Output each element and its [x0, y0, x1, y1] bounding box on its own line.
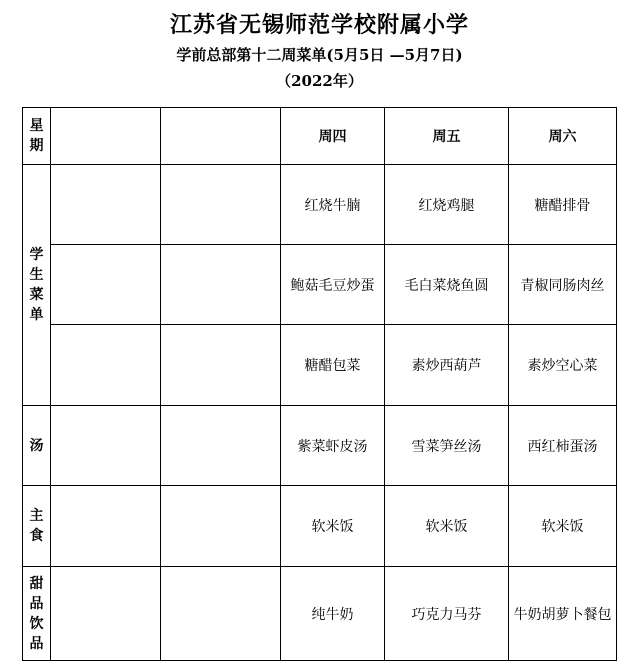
table-row — [23, 325, 617, 406]
menu-cell: 红烧鸡腿 — [385, 165, 509, 245]
menu-cell: 糖醋排骨 — [509, 165, 617, 245]
section-label-dessert-drink: 甜品饮品 — [23, 567, 51, 661]
school-title: 江苏省无锡师范学校附属小学 — [169, 12, 469, 38]
day-header-friday: 周五 — [385, 108, 509, 165]
menu-cell: 牛奶胡萝卜餐包 — [509, 567, 617, 661]
empty-cell — [161, 406, 281, 486]
menu-cell: 糖醋包菜 — [281, 325, 385, 406]
empty-cell — [51, 245, 161, 325]
table-row — [23, 406, 617, 486]
day-header-saturday: 周六 — [509, 108, 617, 165]
table-row — [23, 567, 617, 661]
empty-cell — [161, 325, 281, 406]
empty-cell — [161, 567, 281, 661]
section-label-staple: 主食 — [23, 486, 51, 567]
empty-cell — [51, 108, 161, 165]
empty-cell — [51, 325, 161, 406]
table-row — [23, 245, 617, 325]
table-header-row — [23, 108, 617, 165]
table-row — [23, 486, 617, 567]
menu-cell: 素炒西葫芦 — [385, 325, 509, 406]
menu-table — [22, 107, 617, 661]
empty-cell — [161, 245, 281, 325]
menu-cell: 素炒空心菜 — [509, 325, 617, 406]
empty-cell — [161, 486, 281, 567]
empty-cell — [161, 108, 281, 165]
menu-cell: 鲍菇毛豆炒蛋 — [281, 245, 385, 325]
menu-cell: 软米饭 — [385, 486, 509, 567]
menu-cell: 软米饭 — [281, 486, 385, 567]
menu-cell: 西红柿蛋汤 — [509, 406, 617, 486]
table-row — [23, 165, 617, 245]
menu-cell: 毛白菜烧鱼圆 — [385, 245, 509, 325]
menu-cell: 纯牛奶 — [281, 567, 385, 661]
section-label-soup: 汤 — [23, 406, 51, 486]
empty-cell — [161, 165, 281, 245]
corner-label: 星期 — [23, 108, 51, 165]
empty-cell — [51, 406, 161, 486]
empty-cell — [51, 486, 161, 567]
week-subtitle: 学前总部第十二周菜单(5月5日 —5月7日) — [176, 46, 463, 64]
menu-cell: 紫菜虾皮汤 — [281, 406, 385, 486]
empty-cell — [51, 165, 161, 245]
menu-cell: 红烧牛腩 — [281, 165, 385, 245]
day-header-thursday: 周四 — [281, 108, 385, 165]
section-label-student-menu: 学生菜单 — [23, 165, 51, 406]
menu-cell: 软米饭 — [509, 486, 617, 567]
year-label: （2022年） — [276, 72, 363, 90]
menu-cell: 青椒同肠肉丝 — [509, 245, 617, 325]
empty-cell — [51, 567, 161, 661]
menu-cell: 巧克力马芬 — [385, 567, 509, 661]
menu-cell: 雪菜笋丝汤 — [385, 406, 509, 486]
